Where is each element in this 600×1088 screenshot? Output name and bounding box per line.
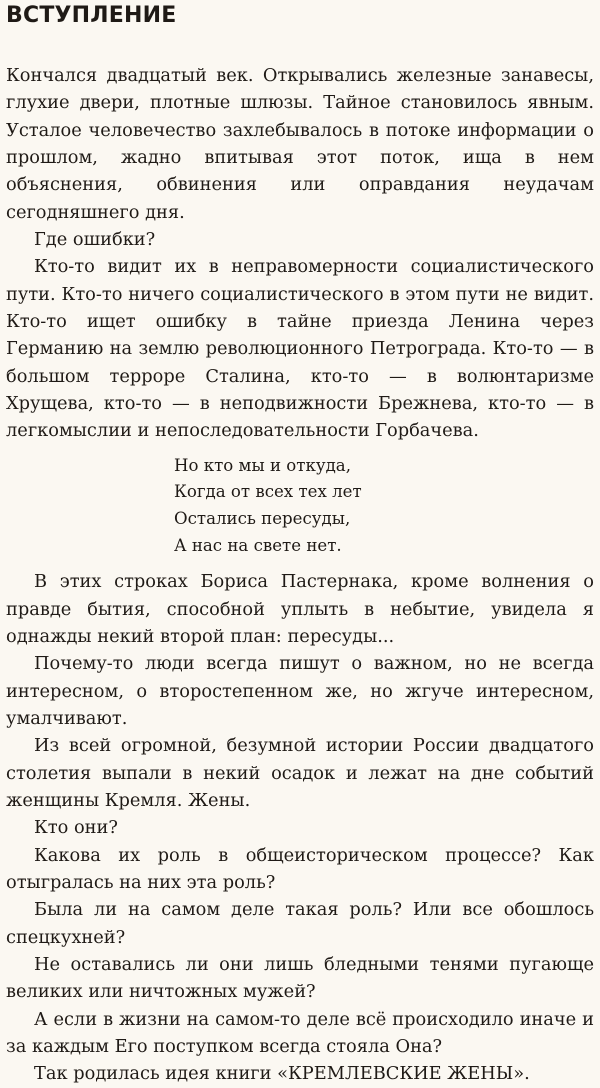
paragraph-errors: Кто-то видит их в неправомерности социалистического пути. Кто-то ничего социалистического в этом пути не видит. Кто-то ищет ошибку в тайне приезда Ленина через Германию на землю революционного Петрограда. Кто-то — в большом терроре Сталина, кто-то — в волюнтаризме Хрущева, кто-то — в неподвижности Брежнева, кто-то — в легкомыслии и непоследовательности Горбачева. xyxy=(6,256,594,442)
chapter-heading: ВСТУПЛЕНИЕ xyxy=(6,3,177,28)
poem-line: А нас на свете нет. xyxy=(174,535,342,555)
paragraph-intro: Кончался двадцатый век. Открывались железные занавесы, глухие двери, плотные шлюзы. Тайное становилось явным. Усталое человечество захлебывалось в потоке информации о прошлом, жадно впитывая этот поток, ища в нем объяснения, обвинения или оправдания неудачам сегодняшнего дня. xyxy=(6,65,594,223)
poem-line: Остались пересуды, xyxy=(174,509,351,528)
paragraph-question: Где ошибки? xyxy=(34,229,156,251)
poem-line: Когда от всех тех лет xyxy=(174,482,362,502)
paragraph-she: А если в жизни на самом-то деле всё происходило иначе и за каждым Его поступком всегда стояла Она? xyxy=(6,1008,594,1058)
chapter-text xyxy=(6,62,594,1088)
paragraph-book-idea: Так родилась идея книги «КРЕМЛЕВСКИЕ ЖЕНЫ». xyxy=(34,1063,530,1085)
paragraph-who: Кто они? xyxy=(34,817,118,839)
paragraph-important: Почему-то люди всегда пишут о важном, но не всегда интересном, о второстепенном же, но жгуче интересном, умалчивают. xyxy=(6,653,594,729)
paragraph-history: Из всей огромной, безумной истории России двадцатого столетия выпали в некий осадок и лежат на дне событий женщины Кремля. Жены. xyxy=(6,735,594,811)
poem-quote xyxy=(174,453,594,559)
poem-line: Но кто мы и откуда, xyxy=(174,455,351,475)
paragraph-pasternak: В этих строках Бориса Пастернака, кроме волнения о правде бытия, способной уплыть в небытие, увидела я однажды некий второй план: пересуды... xyxy=(6,571,594,647)
paragraph-special-kitchen: Была ли на самом деле такая роль? Или все обошлось спецкухней? xyxy=(6,899,594,948)
paragraph-shadows: Не оставались ли они лишь бледными тенями пугающе великих или ничтожных мужей? xyxy=(6,954,594,1003)
paragraph-role: Какова их роль в общеисторическом процессе? Как отыгралась на них эта роль? xyxy=(6,844,594,893)
